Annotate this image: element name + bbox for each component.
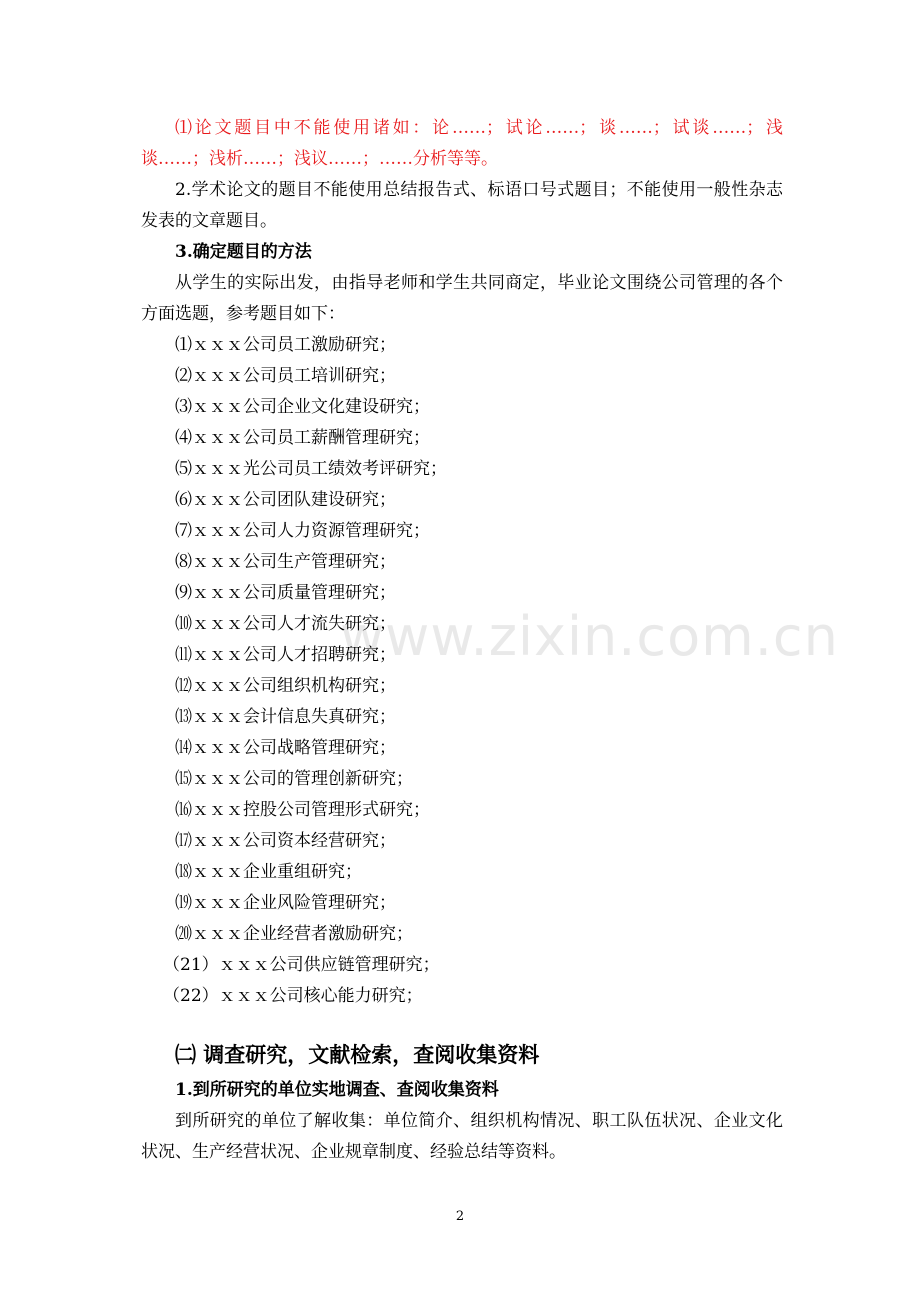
method-paragraph: 从学生的实际出发，由指导老师和学生共同商定，毕业论文围绕公司管理的各个方面选题，参考题目如下： (141, 273, 783, 324)
topic-item: ⒀ｘｘｘ会计信息失真研究； (175, 707, 396, 727)
method-heading: 3.确定题目的方法 (175, 242, 312, 262)
topic-item: ⒇ｘｘｘ企业经营者激励研究； (175, 924, 413, 944)
title-restriction-note: ⑴论文题目中不能使用诸如：论……；试论……；谈……；试谈……；浅谈……；浅析……；浅议……；……分析等等。 (141, 118, 783, 169)
lower-text-block (141, 1038, 783, 1168)
topic-item: ⒁ｘｘｘ公司战略管理研究； (175, 738, 396, 758)
topic-list (141, 330, 783, 1012)
topic-item: ⑻ｘｘｘ公司生产管理研究； (175, 552, 396, 572)
topic-item: ⑿ｘｘｘ公司组织机构研究； (175, 676, 396, 696)
topic-item: ⑾ｘｘｘ公司人才招聘研究； (175, 645, 396, 665)
topic-item: ⑵ｘｘｘ公司员工培训研究； (175, 366, 396, 386)
subsection-heading: 1.到所研究的单位实地调查、查阅收集资料 (175, 1080, 499, 1100)
topic-item: ⑶ｘｘｘ公司企业文化建设研究； (175, 397, 430, 417)
title-style-note: 2.学术论文的题目不能使用总结报告式、标语口号式题目；不能使用一般性杂志发表的文章题目。 (141, 180, 783, 231)
topic-item: （21）ｘｘｘ公司供应链管理研究； (163, 955, 440, 975)
page-number: 2 (455, 1209, 465, 1224)
topic-item: ⑽ｘｘｘ公司人才流失研究； (175, 614, 396, 634)
topic-item: ⑸ｘｘｘ光公司员工绩效考评研究； (175, 459, 447, 479)
topic-item: ⑷ｘｘｘ公司员工薪酬管理研究； (175, 428, 430, 448)
upper-text-block (141, 113, 783, 1012)
topic-item: ⑺ｘｘｘ公司人力资源管理研究； (175, 521, 430, 541)
topic-item: ⒆ｘｘｘ企业风险管理研究； (175, 893, 396, 913)
topic-item: ⑴ｘｘｘ公司员工激励研究； (175, 335, 396, 355)
topic-item: （22）ｘｘｘ公司核心能力研究； (163, 986, 423, 1006)
topic-item: ⒄ｘｘｘ公司资本经营研究； (175, 831, 396, 851)
topic-item: ⑼ｘｘｘ公司质量管理研究； (175, 583, 396, 603)
subsection-paragraph: 到所研究的单位了解收集：单位简介、组织机构情况、职工队伍状况、企业文化状况、生产经营状况、企业规章制度、经验总结等资料。 (141, 1111, 783, 1162)
topic-item: ⑹ｘｘｘ公司团队建设研究； (175, 490, 396, 510)
section-heading: ㈡ 调查研究，文献检索，查阅收集资料 (175, 1042, 540, 1067)
watermark: www.zixin.com.cn (340, 605, 839, 668)
topic-item: ⒂ｘｘｘ公司的管理创新研究； (175, 769, 413, 789)
topic-item: ⒃ｘｘｘ控股公司管理形式研究； (175, 800, 430, 820)
topic-item: ⒅ｘｘｘ企业重组研究； (175, 862, 362, 882)
